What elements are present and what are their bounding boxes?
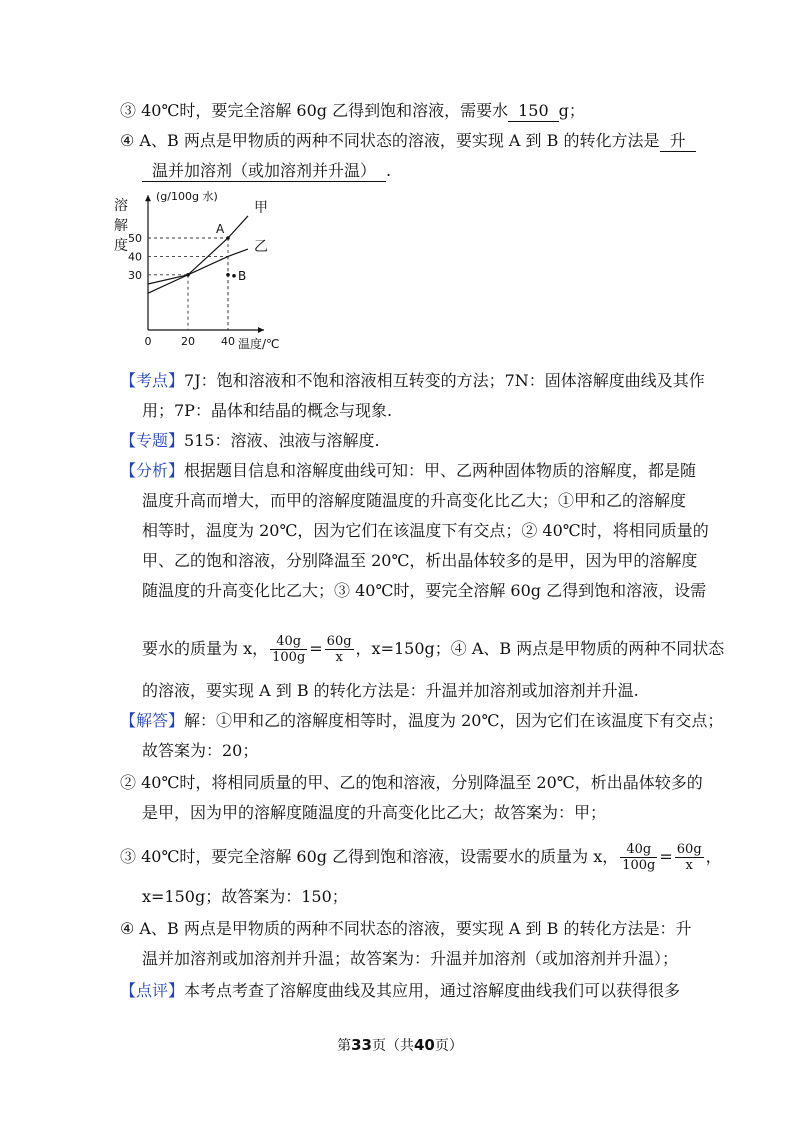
fenxi-tag: 【分析】 (120, 461, 185, 480)
fraction-40-100 (620, 842, 657, 873)
kaodian-tag: 【考点】 (120, 371, 185, 390)
dianping-tag: 【点评】 (120, 981, 185, 1000)
zhuanti-text: 515：溶液、浊液与溶解度. (184, 431, 380, 450)
jieda-line7: ④ A、B 两点是甲物质的两种不同状态的溶液，要实现 A 到 B 的转化方法是：升 (120, 919, 692, 938)
chart-guides (148, 238, 228, 330)
zhuanti-tag: 【专题】 (120, 431, 185, 450)
fraction-numerator: 40g (270, 634, 307, 650)
fenxi-line1 (120, 460, 696, 482)
fenxi-line6 (142, 634, 724, 665)
fenxi-text6a: 要水的质量为 x， (142, 639, 269, 658)
series-label: 甲 (254, 199, 268, 216)
footer-pre: 第 (337, 1038, 352, 1054)
fenxi-line4: 甲、乙的饱和溶液，分别降温至 20℃，析出晶体较多的是甲，因为甲的溶解度 (142, 551, 698, 570)
point-label: A (216, 222, 225, 236)
question-3-answer: 150 (508, 101, 559, 122)
question-4-answer-part1: 升 (660, 131, 696, 152)
jieda-text1: 解：①甲和乙的溶解度相等时，温度为 20℃，因为它们在该温度下有交点； (184, 711, 724, 730)
y-tick-label: 30 (128, 268, 142, 282)
fraction-denominator: x (685, 858, 693, 873)
question-3-text: ③ 40℃时，要完全溶解 60g 乙得到饱和溶液，需要水 (120, 101, 509, 120)
jieda-tag: 【解答】 (120, 711, 185, 730)
question-3-unit: g； (558, 101, 585, 120)
jieda-text5: ③ 40℃时，要完全溶解 60g 乙得到饱和溶液，设需要水的质量为 x， (120, 847, 619, 866)
x-tick-label: 20 (181, 335, 195, 348)
equals-sign: = (659, 847, 673, 866)
fraction-60-x (675, 842, 704, 873)
fraction-numerator: 60g (676, 842, 702, 857)
footer-post: 页） (434, 1038, 463, 1054)
origin-label: 0 (144, 335, 152, 348)
series-label: 乙 (254, 239, 268, 256)
fraction-40-100 (270, 634, 307, 665)
fenxi-text1: 根据题目信息和溶解度曲线可知：甲、乙两种固体物质的溶解度，都是随 (184, 461, 697, 480)
data-point (226, 273, 230, 277)
jieda-line2: 故答案为：20； (142, 741, 259, 760)
question-3 (120, 100, 585, 122)
x-tick-label: 40 (221, 335, 235, 348)
data-point (232, 274, 236, 278)
zhuanti-line (120, 430, 380, 452)
fenxi-line3: 相等时，温度为 20℃，因为它们在该温度下有交点；② 40℃时，将相同质量的 (142, 521, 709, 540)
chart-axes (145, 195, 264, 333)
fenxi-text6b: ，x=150g；④ A、B 两点是甲物质的两种不同状态 (355, 639, 725, 658)
footer-total-pages: 40 (414, 1036, 435, 1054)
fraction-denominator: 100g (622, 858, 656, 873)
page-footer (0, 1035, 800, 1055)
question-4-answer-part2: 温并加溶剂（或加溶剂并升温） (142, 161, 386, 182)
dianping-text: 本考点考查了溶解度曲线及其应用，通过溶解度曲线我们可以获得很多 (184, 981, 681, 1000)
jieda-line5 (120, 842, 722, 873)
chart-labels (114, 189, 280, 351)
y-tick-label: 50 (128, 232, 142, 245)
footer-page-number: 33 (351, 1036, 372, 1054)
kaodian-line1 (120, 370, 705, 392)
comma: ， (705, 847, 722, 866)
intersection-point (186, 273, 190, 277)
y-axis-label-char: 溶 (114, 198, 128, 214)
y-axis-label-char: 解 (114, 218, 128, 234)
jieda-line8: 温并加溶剂或加溶剂并升温；故答案为：升温并加溶剂（或加溶剂并升温）； (142, 949, 679, 968)
y-axis-unit: (g/100g 水) (156, 190, 218, 203)
dianping-line (120, 980, 680, 1002)
jieda-line1 (120, 710, 723, 732)
point-label: B (238, 268, 247, 283)
fraction-numerator: 60g (326, 634, 352, 649)
fraction-denominator: 100g (272, 650, 306, 665)
fraction-numerator: 40g (620, 842, 657, 858)
question-4-end: . (386, 161, 392, 180)
x-axis-arrow-icon (258, 327, 264, 333)
question-4-line2 (142, 160, 391, 182)
y-axis-label-char: 度 (114, 238, 128, 254)
fenxi-line2: 温度升高而增大，而甲的溶解度随温度的升高变化比乙大；①甲和乙的溶解度 (142, 491, 687, 510)
x-axis-label: 温度/℃ (238, 337, 280, 351)
footer-mid: 页（共 (372, 1038, 414, 1054)
jieda-line4: 是甲，因为甲的溶解度随温度的升高变化比乙大；故答案为：甲； (142, 803, 607, 822)
fenxi-line7: 的溶液，要实现 A 到 B 的转化方法是：升温并加溶剂或加溶剂并升温. (142, 681, 639, 700)
solubility-chart (110, 186, 310, 356)
series-yi-line (148, 249, 248, 284)
fraction-60-x (325, 634, 354, 665)
data-point (226, 236, 230, 240)
question-4-line1 (120, 130, 696, 152)
equals-sign: = (309, 639, 323, 658)
kaodian-line2: 用；7P：晶体和结晶的概念与现象. (142, 401, 393, 420)
y-tick-label: 40 (128, 250, 142, 264)
question-4-text: ④ A、B 两点是甲物质的两种不同状态的溶液，要实现 A 到 B 的转化方法是 (120, 131, 660, 150)
y-axis-arrow-icon (145, 195, 151, 201)
fenxi-line5: 随温度的升高变化比乙大；③ 40℃时，要完全溶解 60g 乙得到饱和溶液，设需 (142, 581, 707, 600)
fraction-denominator: x (335, 650, 343, 665)
jieda-line6: x=150g；故答案为：150； (142, 887, 348, 906)
kaodian-text1: 7J：饱和溶液和不饱和溶液相互转变的方法；7N：固体溶解度曲线及其作 (184, 371, 705, 390)
chart-series (148, 216, 248, 293)
jieda-line3: ② 40℃时，将相同质量的甲、乙的饱和溶液，分别降温至 20℃，析出晶体较多的 (120, 773, 703, 792)
